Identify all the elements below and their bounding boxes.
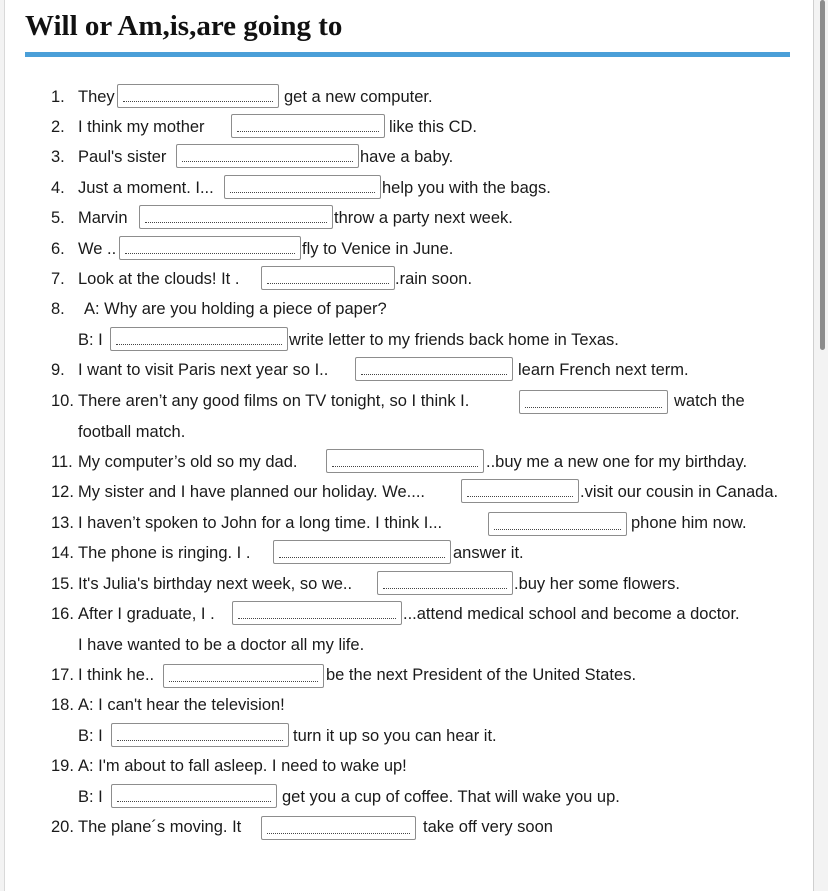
item-number: 11. xyxy=(51,453,73,471)
item-number: 1. xyxy=(51,88,65,106)
item-number: 5. xyxy=(51,209,65,227)
sentence-end: .rain soon. xyxy=(395,270,473,288)
sentence-end: watch the xyxy=(674,392,745,410)
sentence-end: ...attend medical school and become a doctor. xyxy=(403,605,740,623)
sentence-start: They xyxy=(78,88,115,106)
sentence-start: We .. xyxy=(78,240,117,258)
answer-blank[interactable] xyxy=(163,664,324,688)
answer-blank[interactable] xyxy=(111,723,289,747)
item-number: 17. xyxy=(51,666,74,684)
sentence-end: get you a cup of coffee. That will wake you up. xyxy=(282,788,620,806)
sentence-start: A: Why are you holding a piece of paper? xyxy=(84,300,387,318)
answer-blank[interactable] xyxy=(261,816,416,840)
item-number: 18. xyxy=(51,696,74,714)
sentence-end: learn French next term. xyxy=(518,361,689,379)
sentence-end: like this CD. xyxy=(389,118,478,136)
sentence-continuation: football match. xyxy=(78,423,186,441)
sentence-start: I haven’t spoken to John for a long time. I think I... xyxy=(78,514,443,532)
answer-blank[interactable] xyxy=(110,327,288,351)
sentence-start: The plane´s moving. It xyxy=(78,818,242,836)
sentence-end: throw a party next week. xyxy=(334,209,513,227)
item-number: 13. xyxy=(51,514,74,532)
answer-blank[interactable] xyxy=(488,512,627,536)
sentence-start: My sister and I have planned our holiday. We.... xyxy=(78,483,425,501)
answer-blank[interactable] xyxy=(519,390,668,414)
sentence-end: .buy her some flowers. xyxy=(514,575,680,593)
item-number: 15. xyxy=(51,575,74,593)
answer-blank[interactable] xyxy=(176,144,359,168)
sentence-start: I think he.. xyxy=(78,666,155,684)
sentence-start: A: I can't hear the television! xyxy=(78,696,285,714)
sentence-start: B: I xyxy=(78,331,103,349)
sentence-end: ..buy me a new one for my birthday. xyxy=(486,453,748,471)
sentence-start: Just a moment. I... xyxy=(78,179,214,197)
item-number: 9. xyxy=(51,361,65,379)
sentence-end: .visit our cousin in Canada. xyxy=(580,483,779,501)
answer-blank[interactable] xyxy=(119,236,301,260)
sentence-start: B: I xyxy=(78,727,103,745)
item-number: 2. xyxy=(51,118,65,136)
answer-blank[interactable] xyxy=(326,449,484,473)
answer-blank[interactable] xyxy=(231,114,385,138)
item-number: 10. xyxy=(51,392,74,410)
answer-blank[interactable] xyxy=(232,601,402,625)
item-number: 12. xyxy=(51,483,74,501)
sentence-start: Paul's sister xyxy=(78,148,167,166)
answer-blank[interactable] xyxy=(261,266,395,290)
answer-blank[interactable] xyxy=(117,84,279,108)
item-number: 4. xyxy=(51,179,65,197)
sentence-start: It's Julia's birthday next week, so we.. xyxy=(78,575,353,593)
item-number: 19. xyxy=(51,757,74,775)
item-number: 7. xyxy=(51,270,65,288)
sentence-start: There aren’t any good films on TV tonight, so I think I. xyxy=(78,392,470,410)
answer-blank[interactable] xyxy=(139,205,333,229)
sentence-continuation: I have wanted to be a doctor all my life. xyxy=(78,636,365,654)
sentence-start: The phone is ringing. I . xyxy=(78,544,251,562)
item-number: 3. xyxy=(51,148,65,166)
sentence-end: help you with the bags. xyxy=(382,179,551,197)
item-number: 14. xyxy=(51,544,74,562)
sentence-end: write letter to my friends back home in Texas. xyxy=(289,331,619,349)
scrollbar-thumb[interactable] xyxy=(820,0,825,350)
sentence-end: turn it up so you can hear it. xyxy=(293,727,497,745)
sentence-start: B: I xyxy=(78,788,103,806)
worksheet-page xyxy=(4,0,814,891)
sentence-start: I want to visit Paris next year so I.. xyxy=(78,361,329,379)
sentence-end: be the next President of the United States. xyxy=(326,666,637,684)
answer-blank[interactable] xyxy=(273,540,451,564)
sentence-start: A: I'm about to fall asleep. I need to wake up! xyxy=(78,757,407,775)
answer-blank[interactable] xyxy=(111,784,277,808)
answer-blank[interactable] xyxy=(355,357,513,381)
item-number: 6. xyxy=(51,240,65,258)
sentence-start: My computer’s old so my dad. xyxy=(78,453,298,471)
sentence-end: fly to Venice in June. xyxy=(302,240,454,258)
answer-blank[interactable] xyxy=(377,571,513,595)
sentence-end: phone him now. xyxy=(631,514,747,532)
answer-blank[interactable] xyxy=(224,175,381,199)
worksheet-title: Will or Am,is,are going to xyxy=(25,10,343,42)
title-divider xyxy=(25,52,790,57)
sentence-end: get a new computer. xyxy=(284,88,433,106)
sentence-end: take off very soon xyxy=(423,818,553,836)
sentence-start: After I graduate, I . xyxy=(78,605,215,623)
sentence-start: Marvin xyxy=(78,209,128,227)
sentence-start: Look at the clouds! It . xyxy=(78,270,240,288)
sentence-start: I think my mother xyxy=(78,118,205,136)
sentence-end: have a baby. xyxy=(360,148,454,166)
item-number: 16. xyxy=(51,605,74,623)
sentence-end: answer it. xyxy=(453,544,524,562)
answer-blank[interactable] xyxy=(461,479,579,503)
item-number: 8. xyxy=(51,300,65,318)
item-number: 20. xyxy=(51,818,74,836)
